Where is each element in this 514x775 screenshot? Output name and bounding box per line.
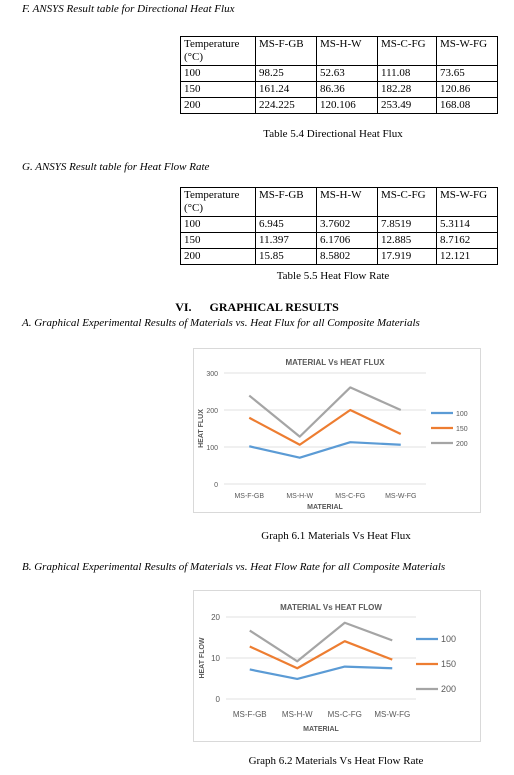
- table-header-cell: MS-H-W: [317, 188, 378, 217]
- x-tick-label: MS-C-FG: [335, 493, 366, 500]
- x-tick-label: MS-W-FG: [374, 710, 411, 719]
- section-g-heading: G. ANSYS Result table for Heat Flow Rate: [22, 161, 210, 173]
- y-tick-label: 200: [206, 408, 218, 415]
- table-header-cell: MS-H-W: [317, 37, 378, 66]
- table-cell: 17.919: [378, 249, 437, 265]
- table-row: [181, 82, 498, 98]
- table-row: [181, 249, 498, 265]
- y-tick-label: 20: [211, 613, 220, 622]
- chart-heat-flow-caption: Graph 6.2 Materials Vs Heat Flow Rate: [248, 755, 424, 767]
- table-row: [181, 233, 498, 249]
- table-header-cell: MS-W-FG: [437, 37, 498, 66]
- table-header-row: [181, 37, 498, 66]
- legend-label: 100: [456, 411, 468, 418]
- table-cell: 12.885: [378, 233, 437, 249]
- chart-heat-flux-svg: [194, 349, 480, 512]
- table-cell: 150: [181, 233, 256, 249]
- series-line-100: [250, 667, 393, 679]
- table-cell: 3.7602: [317, 217, 378, 233]
- table-header-cell: MS-W-FG: [437, 188, 498, 217]
- table-cell: 6.1706: [317, 233, 378, 249]
- x-tick-label: MS-C-FG: [327, 710, 362, 719]
- table-cell: 200: [181, 98, 256, 114]
- x-tick-label: MS-F-GB: [234, 493, 265, 500]
- legend-label: 100: [441, 634, 457, 644]
- table-heat-flow-caption: Table 5.5 Heat Flow Rate: [276, 270, 390, 282]
- x-tick-label: MS-H-W: [281, 710, 313, 719]
- table-cell: 182.28: [378, 82, 437, 98]
- table-cell: 15.85: [256, 249, 317, 265]
- table-cell: 7.8519: [378, 217, 437, 233]
- table-cell: 73.65: [437, 66, 498, 82]
- table-cell: 161.24: [256, 82, 317, 98]
- legend-label: 200: [441, 684, 457, 694]
- x-axis-label: MATERIAL: [307, 504, 343, 511]
- y-axis-label: HEAT FLUX: [198, 409, 205, 448]
- table-cell: 111.08: [378, 66, 437, 82]
- table-header-cell: Temperature (°C): [181, 37, 256, 66]
- table-cell: 98.25: [256, 66, 317, 82]
- table-cell: 100: [181, 66, 256, 82]
- table-cell: 168.08: [437, 98, 498, 114]
- legend-label: 200: [456, 441, 468, 448]
- table-heat-flow: [180, 187, 498, 265]
- series-line-100: [249, 442, 401, 458]
- x-tick-label: MS-F-GB: [232, 710, 267, 719]
- y-tick-label: 100: [206, 445, 218, 452]
- table-heat-flux-caption: Table 5.4 Directional Heat Flux: [263, 128, 403, 140]
- table-header-cell: MS-F-GB: [256, 37, 317, 66]
- table-cell: 12.121: [437, 249, 498, 265]
- section-f-heading: F. ANSYS Result table for Directional Heat Flux: [22, 3, 235, 15]
- table-heat-flux: [180, 36, 498, 114]
- y-tick-label: 0: [214, 482, 218, 489]
- y-axis-label: HEAT FLOW: [199, 637, 206, 679]
- table-cell: 224.225: [256, 98, 317, 114]
- table-cell: 11.397: [256, 233, 317, 249]
- table-cell: 200: [181, 249, 256, 265]
- table-cell: 120.86: [437, 82, 498, 98]
- table-header-row: [181, 188, 498, 217]
- section-b-heading: B. Graphical Experimental Results of Materials vs. Heat Flow Rate for all Composite Materials: [22, 561, 446, 573]
- table-cell: 86.36: [317, 82, 378, 98]
- table-cell: 120.106: [317, 98, 378, 114]
- chart-heat-flow-svg: [194, 591, 480, 741]
- graphical-results-heading: VI. GRAPHICAL RESULTS: [175, 300, 339, 314]
- chart-heat-flow: [193, 590, 481, 742]
- table-header-cell: Temperature (°C): [181, 188, 256, 217]
- table-cell: 150: [181, 82, 256, 98]
- table-cell: 8.7162: [437, 233, 498, 249]
- table-cell: 5.3114: [437, 217, 498, 233]
- chart-title: MATERIAL Vs HEAT FLUX: [285, 358, 385, 367]
- y-tick-label: 0: [215, 695, 220, 704]
- x-tick-label: MS-W-FG: [385, 493, 417, 500]
- chart-heat-flux-caption: Graph 6.1 Materials Vs Heat Flux: [261, 530, 411, 542]
- table-row: [181, 217, 498, 233]
- table-row: [181, 98, 498, 114]
- legend-label: 150: [456, 426, 468, 433]
- table-header-cell: MS-C-FG: [378, 37, 437, 66]
- table-row: [181, 66, 498, 82]
- chart-title: MATERIAL Vs HEAT FLOW: [280, 603, 382, 612]
- table-header-cell: MS-F-GB: [256, 188, 317, 217]
- legend-label: 150: [441, 659, 457, 669]
- table-cell: 100: [181, 217, 256, 233]
- table-cell: 52.63: [317, 66, 378, 82]
- x-axis-label: MATERIAL: [303, 726, 339, 733]
- y-tick-label: 300: [206, 371, 218, 378]
- table-cell: 253.49: [378, 98, 437, 114]
- table-header-cell: MS-C-FG: [378, 188, 437, 217]
- chart-heat-flux: [193, 348, 481, 513]
- x-tick-label: MS-H-W: [286, 493, 314, 500]
- section-a-heading: A. Graphical Experimental Results of Materials vs. Heat Flux for all Composite Materials: [22, 317, 420, 329]
- table-cell: 6.945: [256, 217, 317, 233]
- table-cell: 8.5802: [317, 249, 378, 265]
- y-tick-label: 10: [211, 654, 220, 663]
